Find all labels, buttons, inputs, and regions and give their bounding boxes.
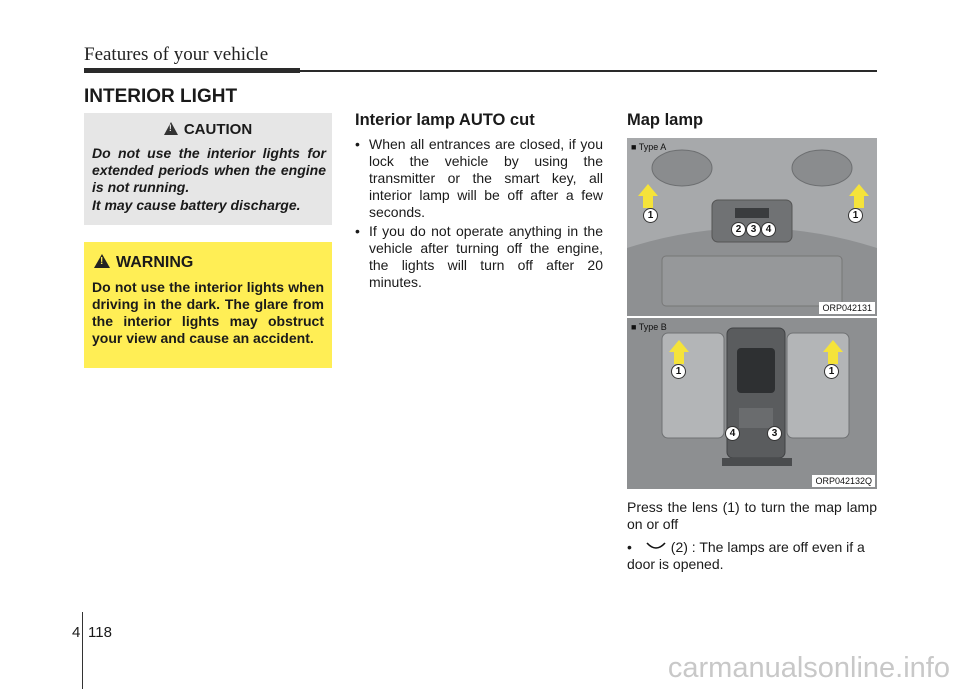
running-header: Features of your vehicle: [84, 44, 269, 65]
callout-1-right: 1: [824, 364, 839, 379]
arrow-up-icon: [638, 184, 658, 196]
footer-page-number: 118: [88, 624, 112, 641]
callout-2: 2: [731, 222, 746, 237]
auto-cut-bullet-2: • If you do not operate anything in the vehicle after turning off the engine, the lights will turn off after 20 minutes.: [355, 223, 603, 291]
warning-text: Do not use the interior lights when driving in the dark. The glare from the interior lights may obstruct your view and cause an accident.: [92, 279, 324, 346]
auto-cut-bullet-1: • When all entrances are closed, if you lock the vehicle by using the transmitter or the smart key, all interior lamp will be off after a few seconds.: [355, 136, 603, 221]
auto-cut-heading: Interior lamp AUTO cut: [355, 111, 535, 129]
arrow-stem: [828, 352, 838, 364]
callout-1-right: 1: [848, 208, 863, 223]
footer-rule: [82, 612, 83, 689]
footer-section-number: 4: [72, 624, 81, 641]
callout-4: 4: [725, 426, 740, 441]
warning-box: [84, 242, 332, 368]
type-b-tag: ■ Type B: [631, 322, 667, 332]
warning-heading: [94, 254, 193, 272]
arrow-stem: [643, 196, 653, 208]
type-a-tag: ■ Type A: [631, 142, 667, 152]
caution-box: [84, 113, 332, 225]
callout-4: 4: [761, 222, 776, 237]
callout-1-left: 1: [671, 364, 686, 379]
warning-label: WARNING: [116, 254, 194, 271]
caution-heading: [84, 121, 332, 138]
auto-cut-list: [355, 136, 603, 293]
dome-mode-line: [627, 539, 877, 573]
caution-label: CAUTION: [183, 121, 253, 138]
map-lamp-heading: Map lamp: [627, 111, 704, 129]
dome-lamp-icon: [645, 541, 667, 553]
arrow-stem: [674, 352, 684, 364]
bullet: •: [627, 539, 632, 555]
map-lamp-photo-type-b: [627, 318, 877, 489]
photo-b-code: ORP042132Q: [812, 475, 875, 487]
section-title: INTERIOR LIGHT: [84, 86, 238, 107]
photo-a-code: ORP042131: [819, 302, 875, 314]
map-lamp-photo-type-a: [627, 138, 877, 316]
warning-triangle-icon: [94, 254, 110, 268]
callout-3: 3: [746, 222, 761, 237]
header-rule-thin: [300, 70, 877, 72]
caution-text-2: It may cause battery discharge.: [92, 197, 301, 213]
header-rule-thick: [84, 68, 300, 73]
callout-1-left: 1: [643, 208, 658, 223]
arrow-stem: [854, 196, 864, 208]
caution-triangle-icon: [164, 122, 178, 135]
arrow-up-icon: [849, 184, 869, 196]
arrow-up-icon: [669, 340, 689, 352]
dome-code: (2): [670, 539, 688, 555]
callout-3: 3: [767, 426, 782, 441]
watermark: carmanualsonline.info: [667, 652, 950, 684]
press-lens-text: Press the lens (1) to turn the map lamp on or off: [627, 499, 877, 532]
dome-text: : The lamps are off even if a door is opened.: [627, 539, 865, 572]
arrow-up-icon: [823, 340, 843, 352]
caution-text-1: Do not use the interior lights for extended periods when the engine is not running.: [92, 145, 326, 195]
